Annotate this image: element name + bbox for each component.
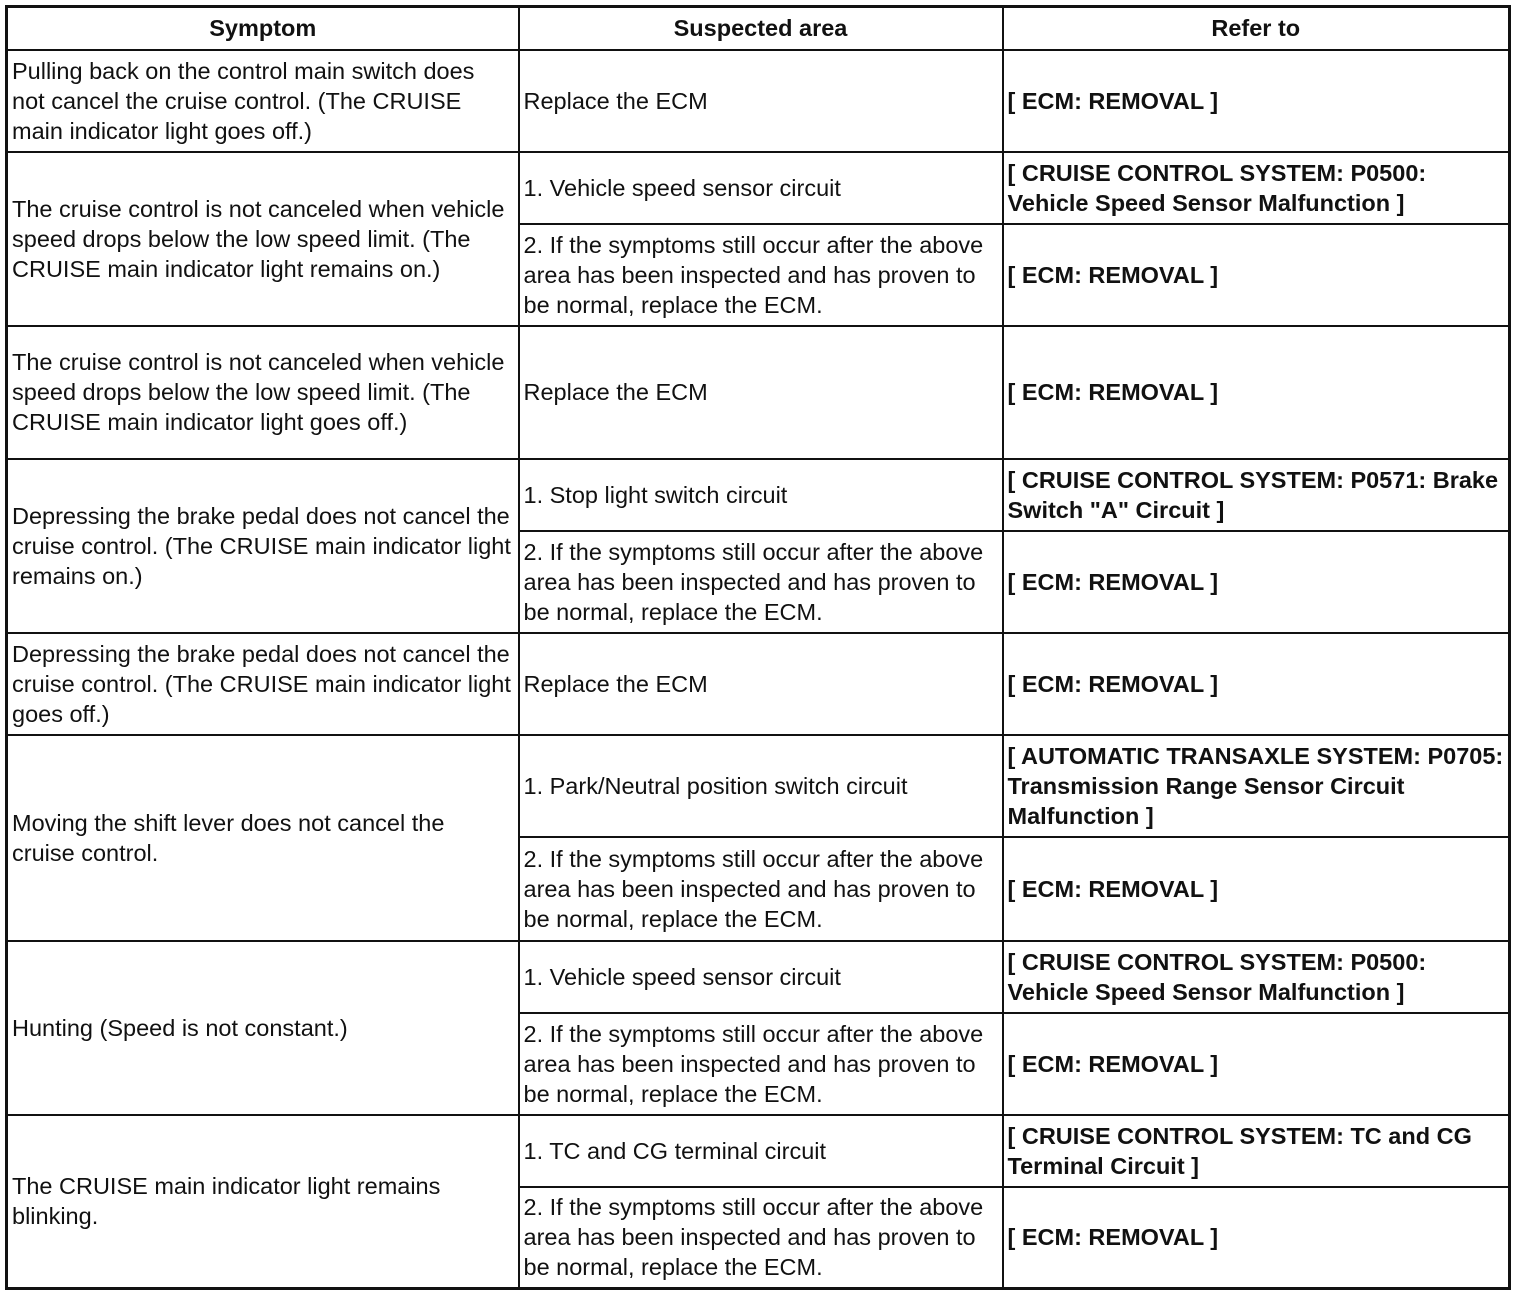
- suspected-area-cell: 2. If the symptoms still occur after the above area has been inspected and has proven to be normal, replace the ECM.: [519, 1013, 1003, 1115]
- table-row: [7, 326, 1510, 459]
- suspected-area-cell: 1. TC and CG terminal circuit: [519, 1115, 1003, 1187]
- problem-symptoms-table: [5, 5, 1511, 1290]
- suspected-area-cell: Replace the ECM: [519, 326, 1003, 459]
- suspected-area-cell: Replace the ECM: [519, 50, 1003, 152]
- table-row: [7, 50, 1510, 152]
- refer-to-cell: [ CRUISE CONTROL SYSTEM: P0500: Vehicle Speed Sensor Malfunction ]: [1003, 941, 1510, 1013]
- refer-to-cell: [ ECM: REMOVAL ]: [1003, 1187, 1510, 1289]
- table-row: [7, 459, 1510, 531]
- symptom-cell: Hunting (Speed is not constant.): [7, 941, 519, 1115]
- symptom-cell: Pulling back on the control main switch does not cancel the cruise control. (The CRUISE main indicator light goes off.): [7, 50, 519, 152]
- header-symptom: Symptom: [7, 7, 519, 50]
- refer-to-cell: [ ECM: REMOVAL ]: [1003, 531, 1510, 633]
- table-row: [7, 152, 1510, 224]
- suspected-area-cell: Replace the ECM: [519, 633, 1003, 735]
- suspected-area-cell: 2. If the symptoms still occur after the above area has been inspected and has proven to be normal, replace the ECM.: [519, 1187, 1003, 1289]
- table-row: [7, 941, 1510, 1013]
- refer-to-cell: [ ECM: REMOVAL ]: [1003, 326, 1510, 459]
- suspected-area-cell: 1. Park/Neutral position switch circuit: [519, 735, 1003, 837]
- symptom-cell: The CRUISE main indicator light remains blinking.: [7, 1115, 519, 1289]
- symptom-cell: Depressing the brake pedal does not cancel the cruise control. (The CRUISE main indicator light goes off.): [7, 633, 519, 735]
- refer-to-cell: [ CRUISE CONTROL SYSTEM: TC and CG Terminal Circuit ]: [1003, 1115, 1510, 1187]
- suspected-area-cell: 2. If the symptoms still occur after the above area has been inspected and has proven to be normal, replace the ECM.: [519, 224, 1003, 326]
- refer-to-cell: [ ECM: REMOVAL ]: [1003, 224, 1510, 326]
- refer-to-cell: [ ECM: REMOVAL ]: [1003, 1013, 1510, 1115]
- symptom-cell: The cruise control is not canceled when vehicle speed drops below the low speed limit. (The CRUISE main indicator light remains on.): [7, 152, 519, 326]
- header-refer-to: Refer to: [1003, 7, 1510, 50]
- refer-to-cell: [ ECM: REMOVAL ]: [1003, 633, 1510, 735]
- refer-to-cell: [ ECM: REMOVAL ]: [1003, 837, 1510, 941]
- suspected-area-cell: 2. If the symptoms still occur after the above area has been inspected and has proven to be normal, replace the ECM.: [519, 837, 1003, 941]
- suspected-area-cell: 2. If the symptoms still occur after the above area has been inspected and has proven to be normal, replace the ECM.: [519, 531, 1003, 633]
- table-row: [7, 1115, 1510, 1187]
- symptom-cell: The cruise control is not canceled when vehicle speed drops below the low speed limit. (The CRUISE main indicator light goes off.): [7, 326, 519, 459]
- symptom-cell: Moving the shift lever does not cancel the cruise control.: [7, 735, 519, 941]
- suspected-area-cell: 1. Vehicle speed sensor circuit: [519, 152, 1003, 224]
- refer-to-cell: [ CRUISE CONTROL SYSTEM: P0500: Vehicle Speed Sensor Malfunction ]: [1003, 152, 1510, 224]
- table-row: [7, 633, 1510, 735]
- suspected-area-cell: 1. Stop light switch circuit: [519, 459, 1003, 531]
- refer-to-cell: [ ECM: REMOVAL ]: [1003, 50, 1510, 152]
- header-suspected-area: Suspected area: [519, 7, 1003, 50]
- table-header-row: [7, 7, 1510, 50]
- refer-to-cell: [ AUTOMATIC TRANSAXLE SYSTEM: P0705: Transmission Range Sensor Circuit Malfunction ]: [1003, 735, 1510, 837]
- suspected-area-cell: 1. Vehicle speed sensor circuit: [519, 941, 1003, 1013]
- refer-to-cell: [ CRUISE CONTROL SYSTEM: P0571: Brake Switch "A" Circuit ]: [1003, 459, 1510, 531]
- table-row: [7, 735, 1510, 837]
- symptom-cell: Depressing the brake pedal does not cancel the cruise control. (The CRUISE main indicator light remains on.): [7, 459, 519, 633]
